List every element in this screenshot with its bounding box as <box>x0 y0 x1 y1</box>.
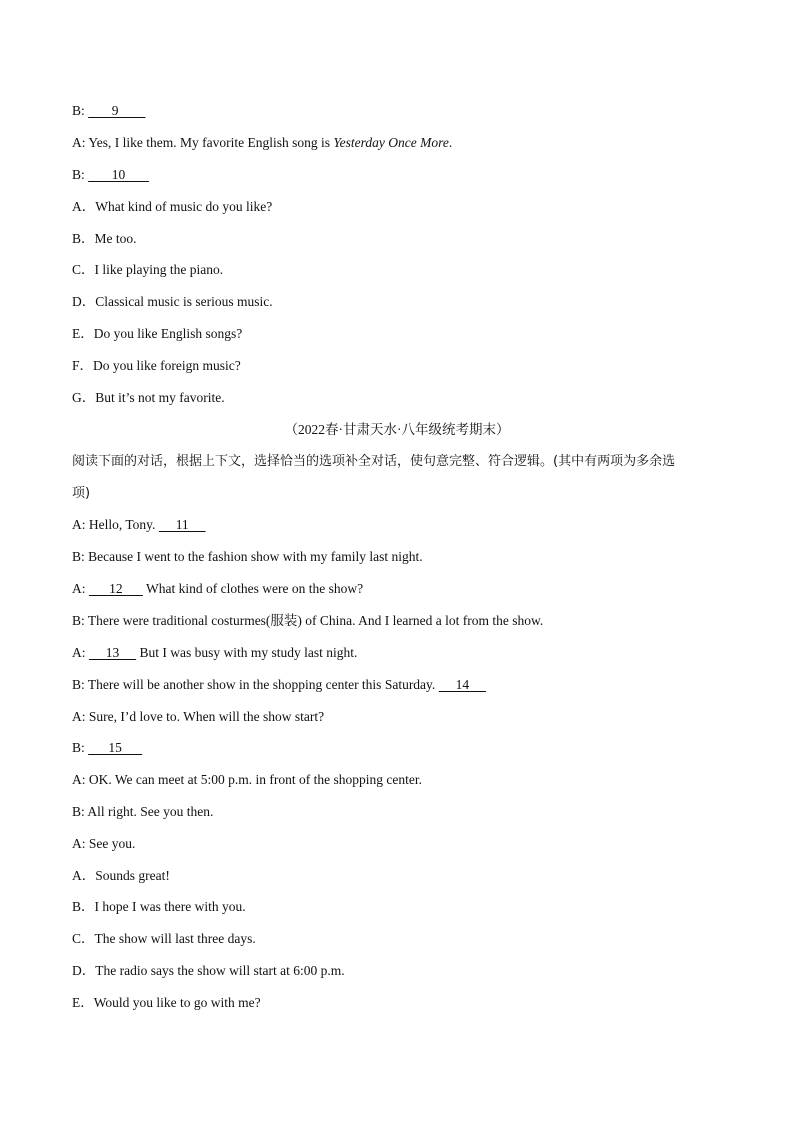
dialogue-line-a3: A: See you. <box>72 836 136 851</box>
dialogue-line-a1: A: Sure, I’d love to. When will the show start? <box>72 709 325 724</box>
instruction-line-2: 项) <box>72 486 91 501</box>
question-source: （2022春·甘肃天水·八年级统考期末） <box>284 422 510 437</box>
dialogue-line-b10 <box>72 166 732 184</box>
speaker: A: <box>72 645 89 660</box>
line-text: A: Hello, Tony. <box>72 517 159 532</box>
blank-14: 14 <box>438 677 486 692</box>
speaker: A: <box>72 581 89 596</box>
blank-15: 15 <box>88 740 143 755</box>
dialogue-line-b9 <box>72 102 732 120</box>
line-text: What kind of clothes were on the show? <box>142 581 364 596</box>
option-2-a: A．Sounds great! <box>72 868 170 883</box>
blank-9: 9 <box>88 103 146 118</box>
instruction-line-1: 阅读下面的对话，根据上下文，选择恰当的选项补全对话，使句意完整、符合逻辑。(其中有两项为多余选 <box>72 454 676 469</box>
dialogue-line-14 <box>72 676 732 694</box>
option-f: F．Do you like foreign music? <box>72 358 241 373</box>
dialogue-line-12 <box>72 580 732 598</box>
option-2-b: B．I hope I was there with you. <box>72 899 246 914</box>
speaker: B: <box>72 740 89 755</box>
option-b: B．Me too. <box>72 231 137 246</box>
dialogue-line-b1: B: Because I went to the fashion show with my family last night. <box>72 549 423 564</box>
option-2-d: D．The radio says the show will start at 6:00 p.m. <box>72 963 345 978</box>
speaker: B: <box>72 167 89 182</box>
song-title: Yesterday Once More <box>333 135 449 150</box>
option-2-e: E．Would you like to go with me? <box>72 995 261 1010</box>
option-e: E．Do you like English songs? <box>72 326 243 341</box>
blank-11: 11 <box>158 517 206 532</box>
option-d: D．Classical music is serious music. <box>72 294 273 309</box>
line-text: B: There will be another show in the shopping center this Saturday. <box>72 677 439 692</box>
line-suffix: . <box>448 135 453 150</box>
dialogue-line-b3: B: All right. See you then. <box>72 804 214 819</box>
dialogue-line-13 <box>72 644 732 662</box>
blank-10: 10 <box>88 167 149 182</box>
option-a: A．What kind of music do you like? <box>72 199 273 214</box>
line-text: A: Yes, I like them. My favorite English song is <box>72 135 334 150</box>
blank-13: 13 <box>88 645 137 660</box>
dialogue-line-15 <box>72 739 732 757</box>
dialogue-line-b2: B: There were traditional costurmes(服装) of China. And I learned a lot from the show. <box>72 613 544 628</box>
speaker: B: <box>72 103 89 118</box>
option-c: C．I like playing the piano. <box>72 262 224 277</box>
dialogue-line-a2: A: OK. We can meet at 5:00 p.m. in front of the shopping center. <box>72 772 422 787</box>
option-g: G．But it’s not my favorite. <box>72 390 225 405</box>
dialogue-line-a-yes <box>72 134 732 152</box>
blank-12: 12 <box>88 581 143 596</box>
option-2-c: C．The show will last three days. <box>72 931 256 946</box>
line-text: But I was busy with my study last night. <box>136 645 358 660</box>
dialogue-line-11 <box>72 516 732 534</box>
